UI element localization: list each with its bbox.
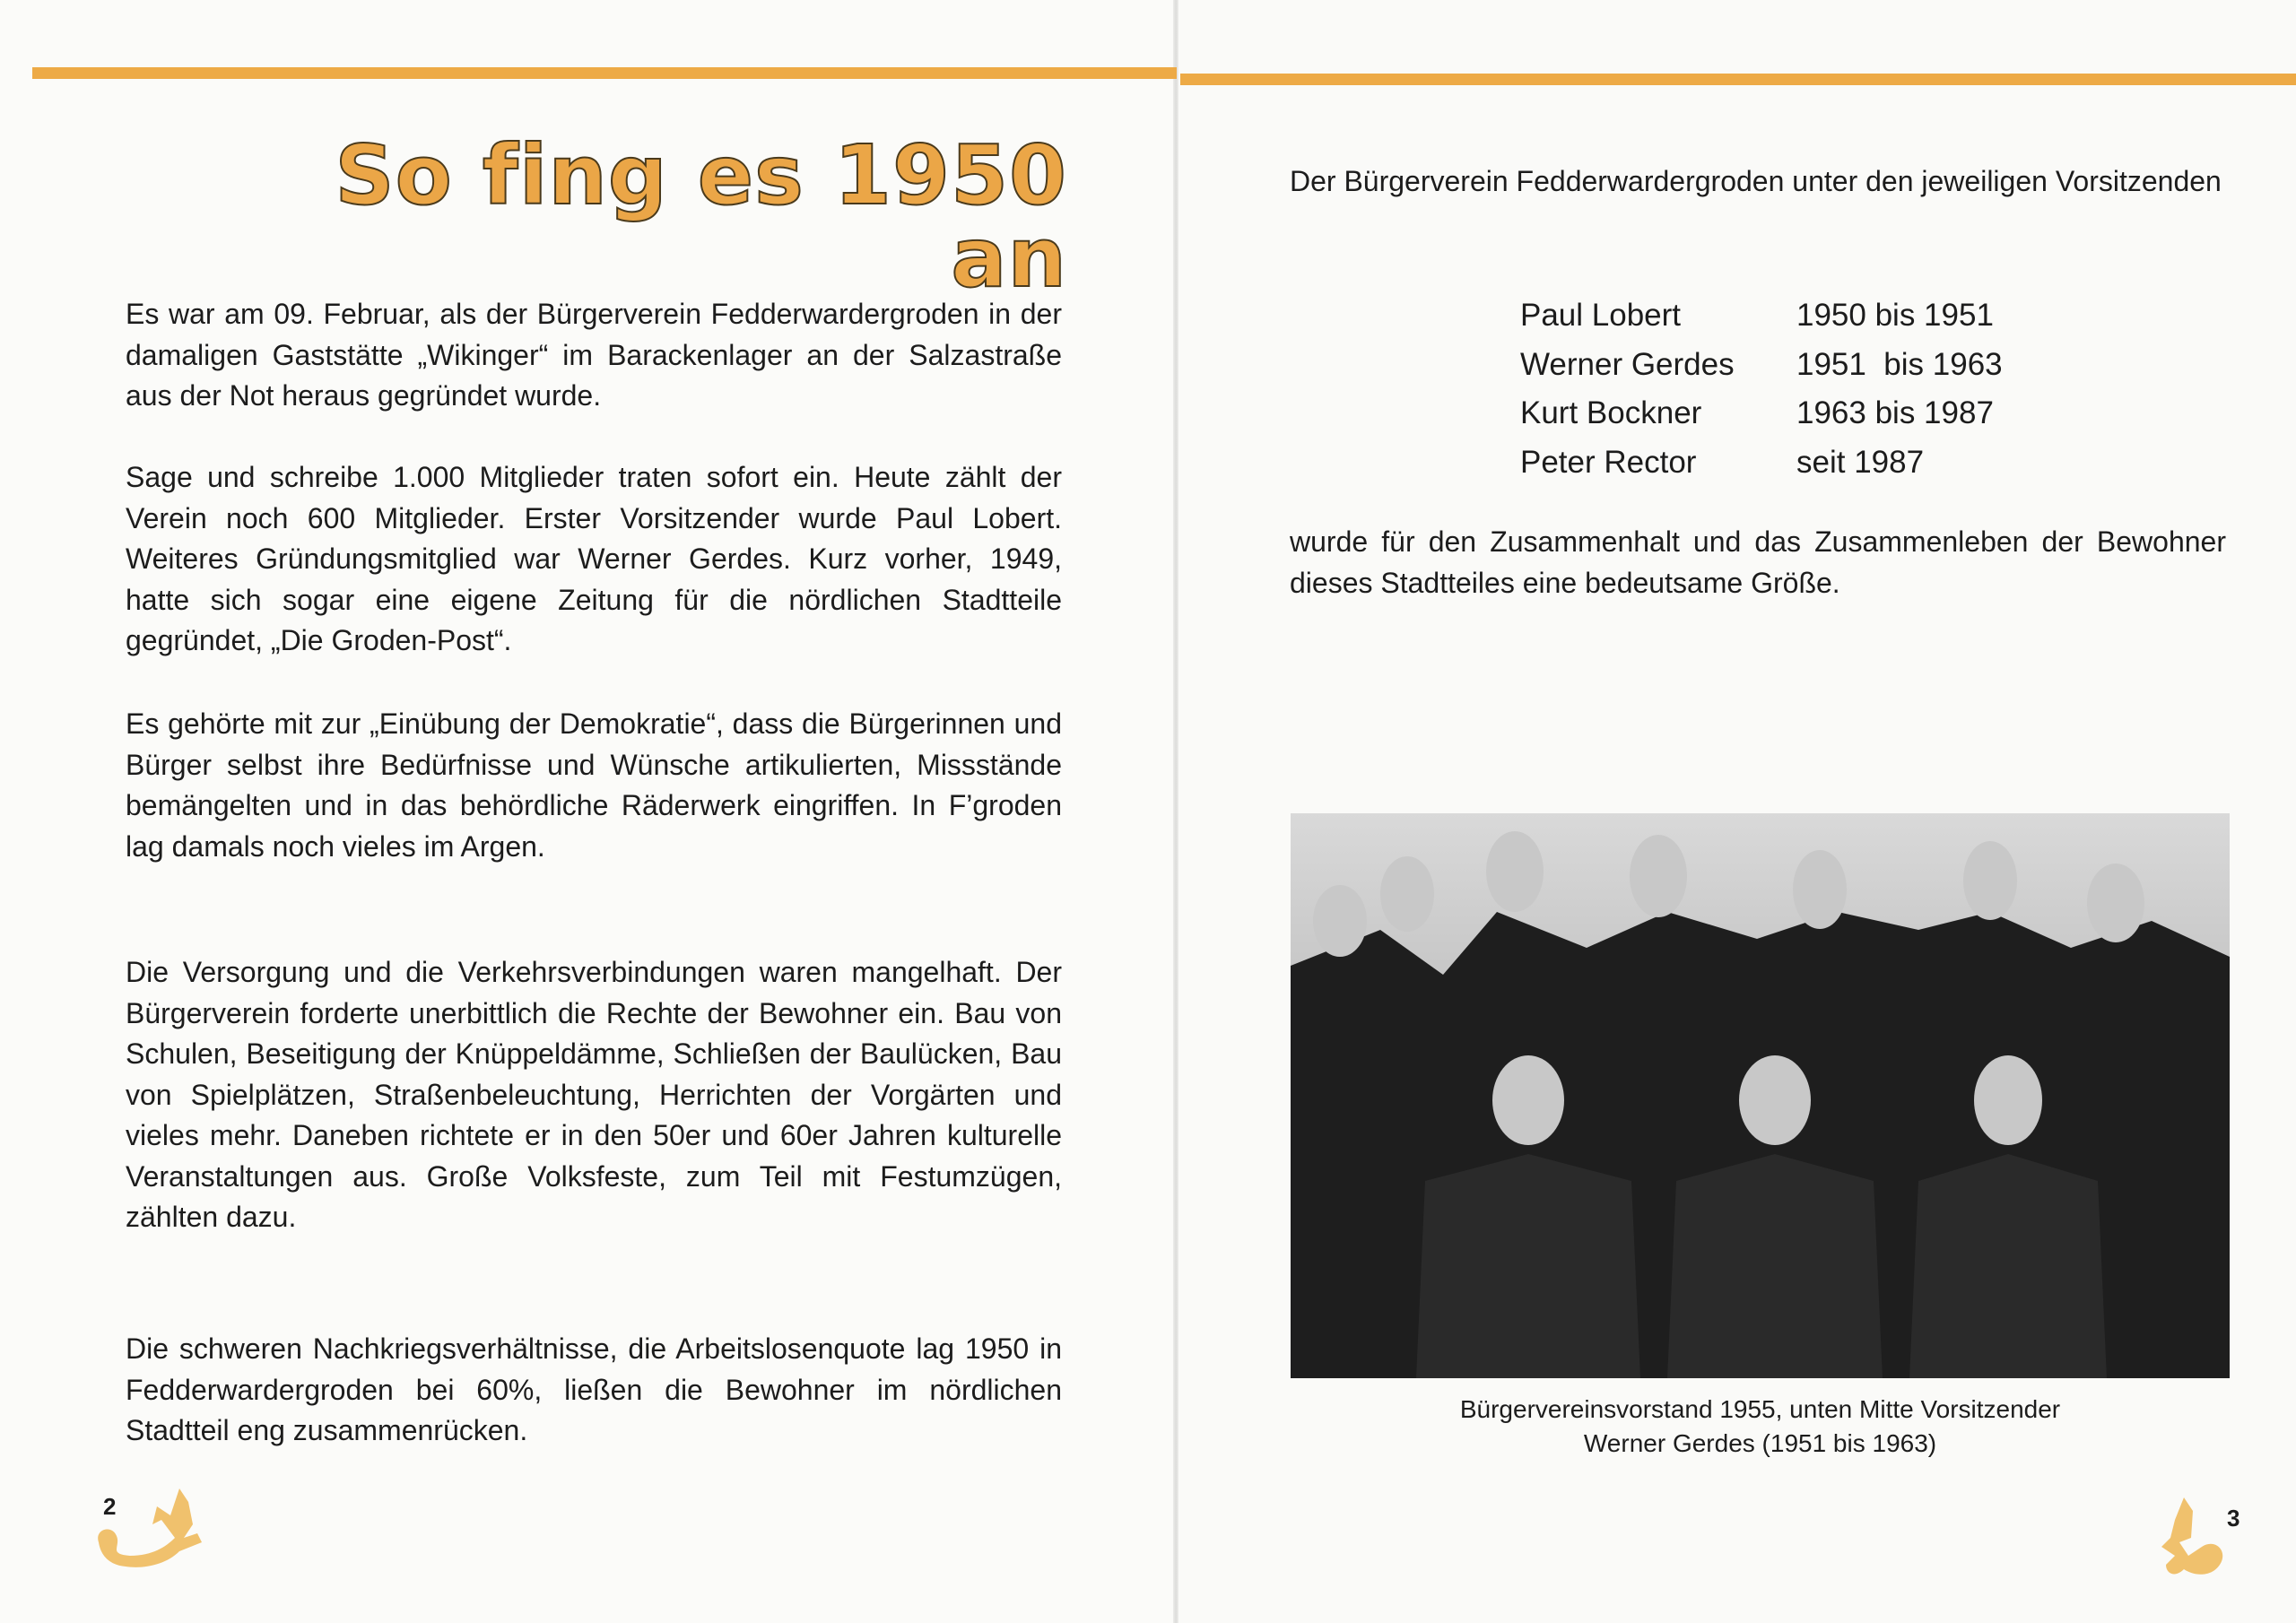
paragraph: Die Versorgung und die Verkehrsverbindungen waren mangelhaft. Der Bürgerverein forderte unerbittlich die Rechte der Bewohner ein. Bau von Schulen, Beseitigung der Knüppeldämme, Schließen der Baulücken, Bau von Spielplätzen, Straßenbeleuchtung, Herrichten der Vorgärten und vieles mehr. Daneben richtete er in den 50er und 60er Jahren kulturelle Veranstaltungen aus. Große Volksfeste, zum Teil mit Festumzügen, zählten dazu. [126,956,1062,1233]
chair-name: Peter Rector [1520,444,1697,480]
right-page [1177,0,2296,1623]
caption-line: Werner Gerdes (1951 bis 1963) [1583,1429,1937,1457]
chair-period: 1950 bis 1951 [1796,298,1994,334]
group-photo [1291,813,2230,1378]
page-title: So fing es 1950 an [335,127,1067,306]
table-row [1520,291,2003,341]
chair-period: 1951 bis 1963 [1796,346,2003,382]
chair-name: Paul Lobert [1520,298,1682,334]
chairs-table [1520,291,2003,487]
page-spine [1173,0,1178,1623]
paragraph: Die schweren Nachkriegsverhältnisse, die Arbeitslosenquote lag 1950 in Fedderwardergroden bei 60%, ließen die Bewohner im nördlichen Stadtteil eng zusammenrücken. [126,1332,1062,1446]
leaf-ornament-icon [2148,1493,2229,1583]
chair-name: Kurt Bockner [1520,395,1702,431]
paragraph: Es gehörte mit zur „Einübung der Demokratie“, dass die Bürgerinnen und Bürger selbst ihre Bedürfnisse und Wünsche artikulierten, Missstände bemängelten und in das behördliche Räderwerk eingriffen. In F’groden lag damals noch vieles im Argen. [126,707,1062,863]
accent-rule-right [1180,74,2296,85]
paragraph: Es war am 09. Februar, als der Bürgerverein Fedderwardergroden in der damaligen Gaststätte „Wikinger“ im Barackenlager an der Salzastraße aus der Not heraus gegründet wurde. [126,298,1062,412]
leaf-ornament-icon [90,1484,206,1574]
outro-text: wurde für den Zusammenhalt und das Zusammenleben der Bewohner dieses Stadtteiles eine bedeutsame Größe. [1290,525,2226,599]
intro-text: Der Bürgerverein Fedderwardergroden unter den jeweiligen Vorsitzenden [1290,165,2222,197]
paragraph: Sage und schreibe 1.000 Mitglieder traten sofort ein. Heute zählt der Verein noch 600 Mitglieder. Erster Vorsitzender wurde Paul Lobert. Weiteres Gründungsmitglied war Werner Gerdes. Kurz vorher, 1949, hatte sich sogar eine eigene Zeitung für die nördlichen Stadtteile gegründet, „Die Groden-Post“. [126,461,1062,656]
group-photo-image [1291,813,2230,1378]
table-row [1520,341,2003,390]
accent-rule-left [32,67,1177,79]
chair-period: 1963 bis 1987 [1796,395,1994,431]
table-row [1520,389,2003,438]
caption-line: Bürgervereinsvorstand 1955, unten Mitte Vorsitzender [1459,1395,2061,1423]
page-number-right: 3 [2227,1505,2240,1532]
page-number-left: 2 [103,1493,117,1520]
table-row [1520,438,2003,488]
chair-period: seit 1987 [1796,444,1925,480]
chair-name: Werner Gerdes [1520,346,1735,382]
photo-caption [1291,1393,2230,1461]
